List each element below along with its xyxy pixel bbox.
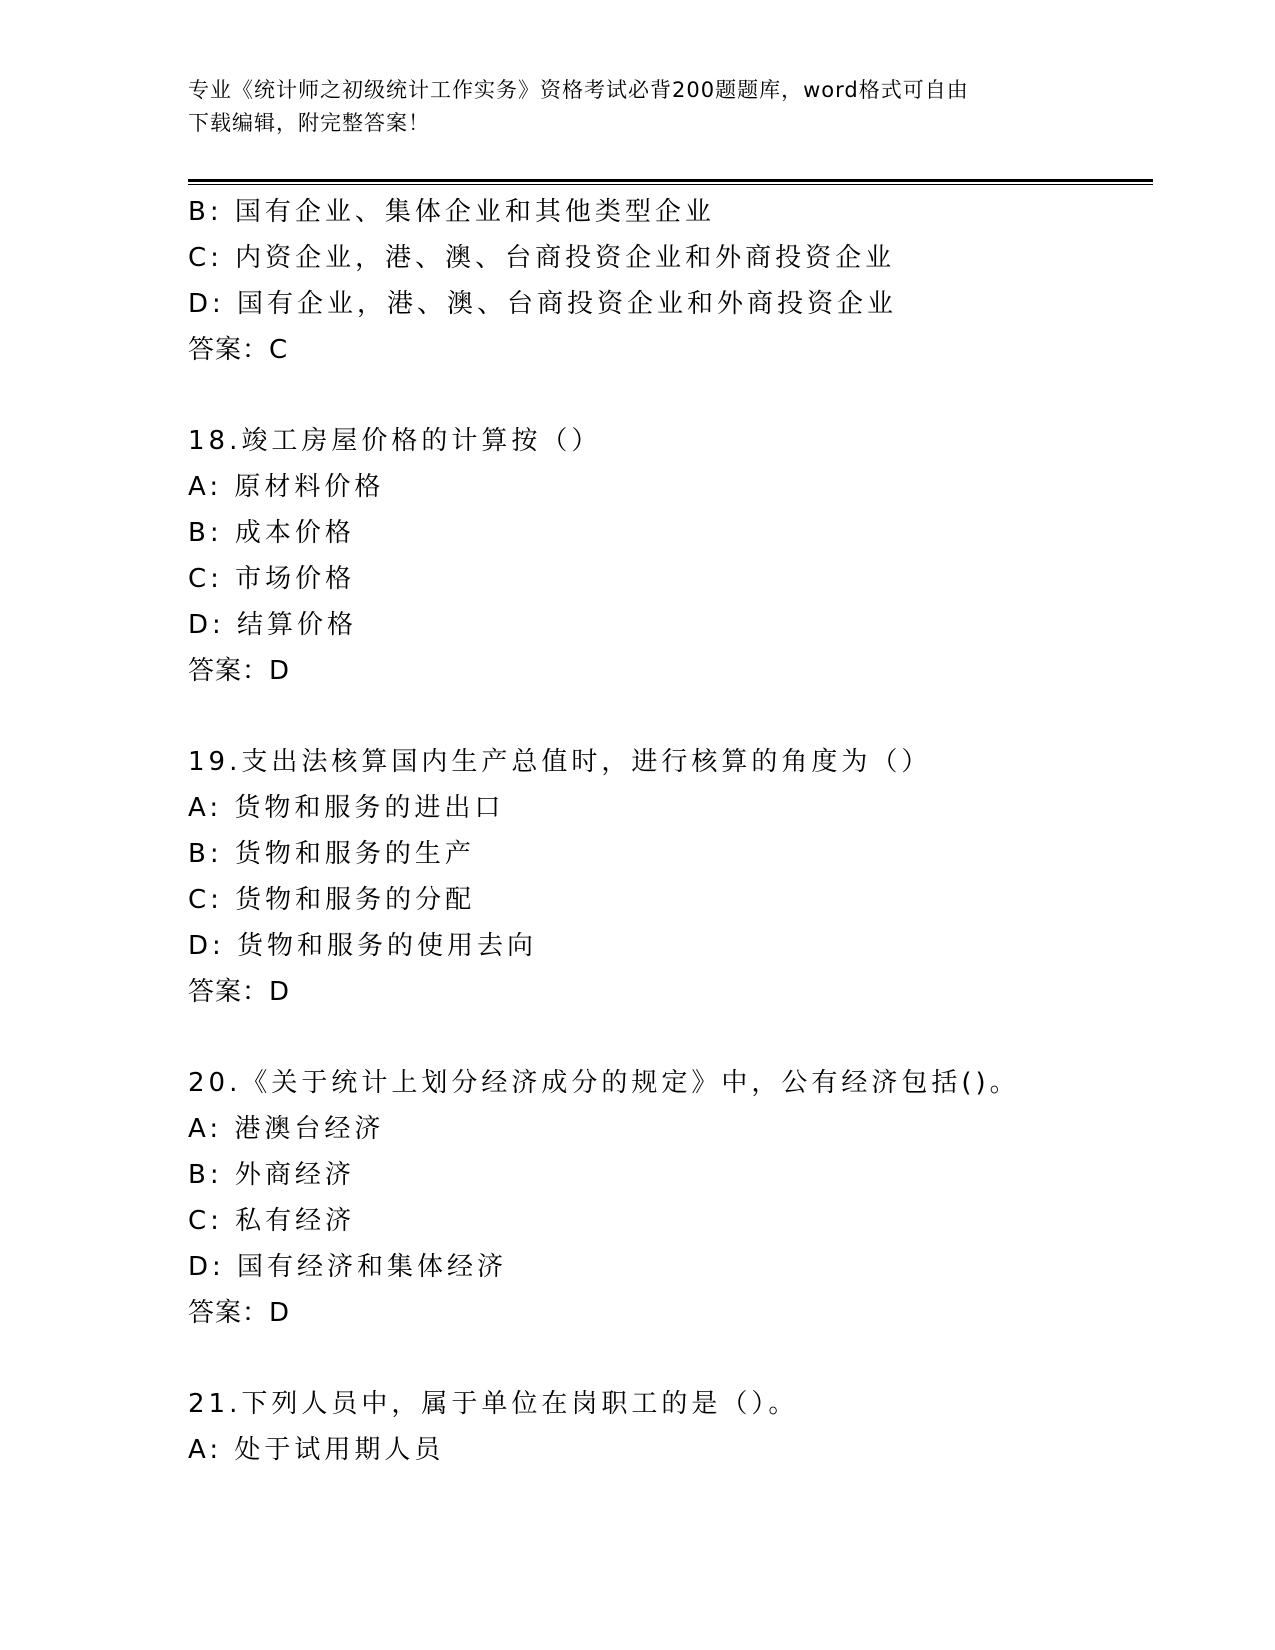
question-text: 21.下列人员中，属于单位在岗职工的是（）。 (188, 1389, 799, 1419)
question-17-continued (188, 189, 1148, 373)
question-text: 19.支出法核算国内生产总值时，进行核算的角度为（） (188, 747, 932, 777)
option-d: D: 国有企业，港、澳、台商投资企业和外商投资企业 (188, 289, 898, 319)
header-rule-thick (188, 179, 1153, 182)
option-a: A: 处于试用期人员 (188, 1435, 445, 1465)
option-b: B: 货物和服务的生产 (188, 839, 475, 869)
question-list (188, 189, 1148, 1473)
option-a: A: 货物和服务的进出口 (188, 793, 505, 823)
option-d: D: 结算价格 (188, 610, 358, 640)
option-c: C: 私有经济 (188, 1206, 356, 1236)
option-b: B: 国有企业、集体企业和其他类型企业 (188, 197, 715, 227)
option-a: A: 港澳台经济 (188, 1114, 385, 1144)
answer: 答案：D (188, 1298, 291, 1328)
question-21 (188, 1381, 1148, 1473)
header-line-2: 下载编辑，附完整答案！ (188, 111, 430, 135)
option-a: A: 原材料价格 (188, 472, 385, 502)
option-c: C: 市场价格 (188, 564, 356, 594)
answer: 答案：C (188, 335, 289, 365)
question-text: 18.竣工房屋价格的计算按（） (188, 426, 602, 456)
question-20 (188, 1060, 1148, 1336)
question-text: 20.《关于统计上划分经济成分的规定》中，公有经济包括()。 (188, 1068, 1020, 1098)
question-18 (188, 418, 1148, 694)
option-d: D: 货物和服务的使用去向 (188, 931, 538, 961)
option-b: B: 成本价格 (188, 518, 355, 548)
header-rule-thin (188, 184, 1153, 185)
option-c: C: 货物和服务的分配 (188, 885, 476, 915)
question-19 (188, 739, 1148, 1015)
answer: 答案：D (188, 977, 291, 1007)
option-b: B: 外商经济 (188, 1160, 355, 1190)
header-line-1: 专业《统计师之初级统计工作实务》资格考试必背200题题库，word格式可自由 (188, 78, 969, 102)
option-c: C: 内资企业，港、澳、台商投资企业和外商投资企业 (188, 243, 896, 273)
option-d: D: 国有经济和集体经济 (188, 1252, 508, 1282)
document-header (188, 74, 1088, 140)
answer: 答案：D (188, 656, 291, 686)
